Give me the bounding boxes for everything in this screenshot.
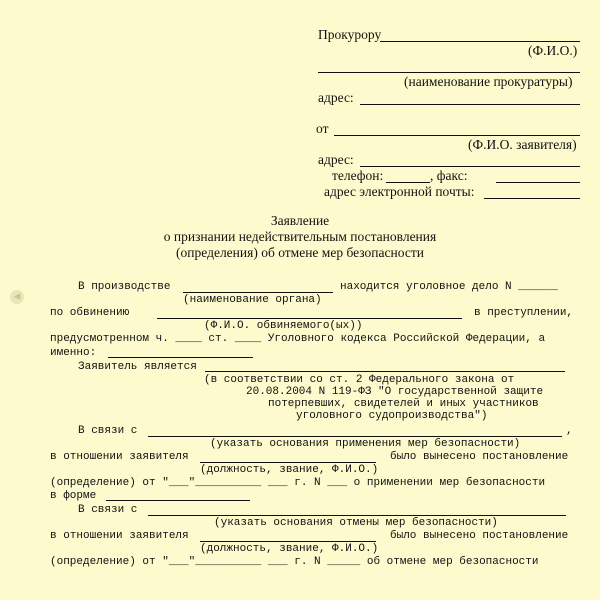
hint-law-3: потерпевших, свидетелей и иных участников [268,398,539,410]
body-line-2a: по обвинению [50,307,130,319]
hint-law-1: (в соответствии со ст. 2 Федерального закона от [204,374,515,386]
previous-arrow-icon[interactable]: ◀ [10,290,24,304]
body-line-12: (определение) от "___"__________ ___ г. N _____ об отмене мер безопасности [50,556,539,568]
address-label: адрес: [318,90,354,105]
body-line-5: Заявитель является [78,361,197,373]
fax-line [496,182,580,183]
namely-line [108,357,253,358]
applicant-name-line [334,135,580,136]
to-prosecutor-label: Прокурору [318,27,382,42]
document-title-line3: (определения) об отмене мер безопасности [176,245,424,260]
email-label: адрес электронной почты: [324,184,475,199]
address-line [360,104,580,105]
form-line [106,500,250,501]
body-line-1b: находится уголовное дело N ______ [340,281,558,293]
phone-label: телефон: [332,168,384,183]
hint-official-1: (должность, звание, Ф.И.О.) [200,464,379,476]
document-title: Заявление [270,213,330,228]
prosecutor-office-hint: (наименование прокуратуры) [404,74,573,89]
body-line-7b: было вынесено постановление [390,451,569,463]
body-line-10: В связи с [78,504,138,516]
hint-law-4: уголовного судопроизводства") [296,410,488,422]
address-line-2 [360,166,580,167]
fio-hint: (Ф.И.О.) [528,43,578,58]
body-line-11b: было вынесено постановление [390,530,569,542]
from-label: от [316,121,329,136]
body-line-3: предусмотренном ч. ____ ст. ____ Уголовного кодекса Российской Федерации, а [50,333,546,345]
comma: , [566,425,573,437]
hint-accused: (Ф.И.О. обвиняемого(ых)) [204,320,363,332]
body-line-7a: в отношении заявителя [50,451,189,463]
applicant-status-line [205,371,565,372]
phone-line [386,182,430,183]
hint-organ: (наименование органа) [183,294,322,306]
document-title-line2: о признании недействительным постановления [163,229,437,244]
body-line-6: В связи с [78,425,138,437]
body-line-11a: в отношении заявителя [50,530,189,542]
body-line-2b: в преступлении, [474,307,574,319]
hint-official-2: (должность, звание, Ф.И.О.) [200,543,379,555]
body-line-9: в форме [50,490,97,502]
prosecutor-office-line [318,72,580,73]
hint-law-2: 20.08.2004 N 119-ФЗ "О государственной защите [246,386,544,398]
fax-label: , факс: [430,168,468,183]
prosecutor-name-line [380,41,580,42]
address-label-2: адрес: [318,152,354,167]
body-line-1a: В производстве [78,281,171,293]
email-line [484,198,580,199]
hint-grounds-apply: (указать основания применения мер безопасности) [210,438,521,450]
applicant-fio-hint: (Ф.И.О. заявителя) [468,137,577,152]
body-line-8: (определение) от "___"__________ ___ г. N ___ о применении мер безопасности [50,477,546,489]
body-line-4: именно: [50,347,97,359]
hint-grounds-cancel: (указать основания отмены мер безопасности) [214,517,498,529]
